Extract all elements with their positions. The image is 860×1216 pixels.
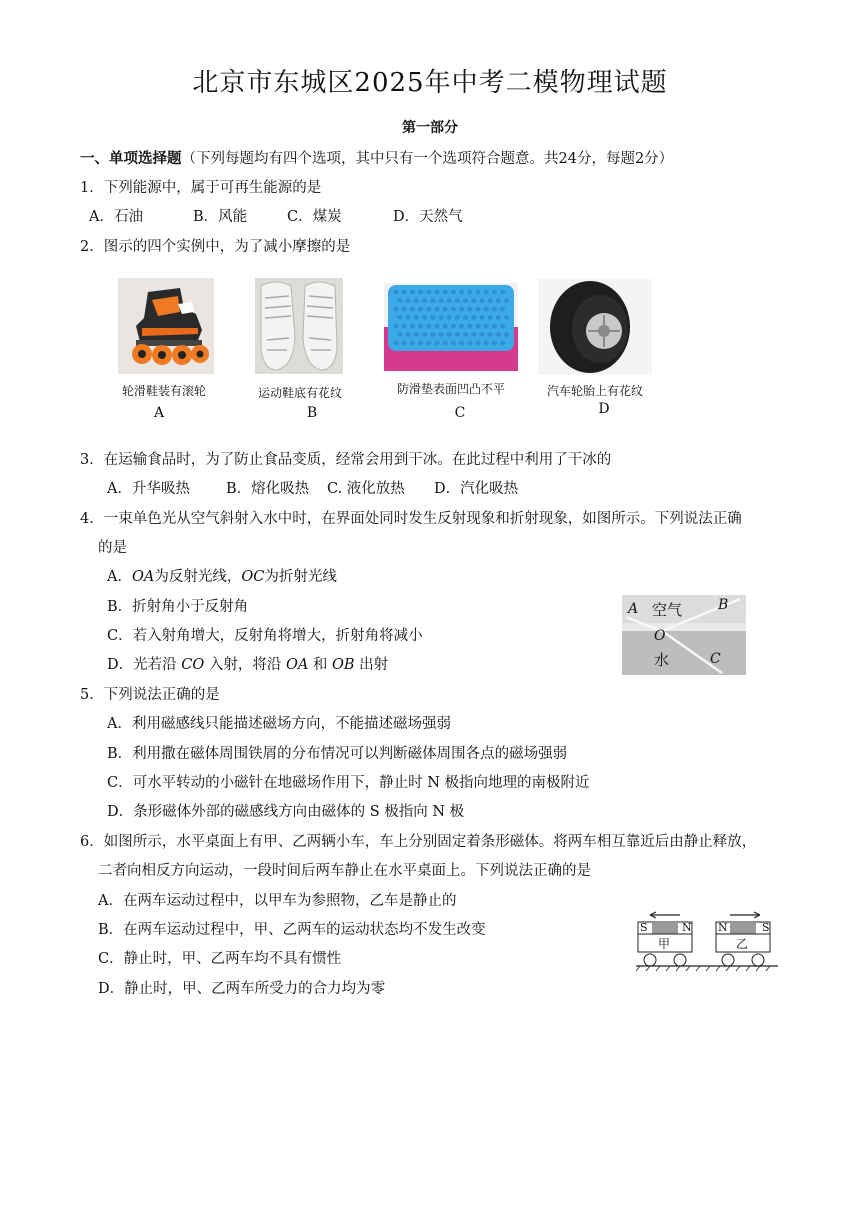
mat-bump xyxy=(434,341,439,345)
page-title: 北京市东城区2025年中考二模物理试题 xyxy=(192,68,668,98)
q2-caption-c: 防滑垫表面凹凸不平 xyxy=(396,382,505,396)
q1-option-a: A．石油 xyxy=(89,209,143,225)
mat-bump xyxy=(443,341,448,345)
mat-bump xyxy=(488,315,493,319)
mat-bump xyxy=(500,324,505,328)
q4-stem-line2: 的是 xyxy=(98,540,127,556)
mat-bump xyxy=(447,332,452,336)
mat-bump xyxy=(492,307,497,311)
ray-label-a: A xyxy=(628,601,639,617)
q2-stem: 2．图示的四个实例中，为了减小摩擦的是 xyxy=(80,239,351,255)
mat-bump xyxy=(500,307,505,311)
shoe-sole-image xyxy=(255,278,343,374)
mat-bump xyxy=(430,298,435,302)
mat-bump xyxy=(397,298,402,302)
mat-bump xyxy=(475,290,480,294)
mat-bump xyxy=(471,315,476,319)
mat-bump xyxy=(500,341,505,345)
mat-bump xyxy=(393,341,398,345)
q3-stem: 3．在运输食品时，为了防止食品变质，经常会用到干冰。在此过程中利用了干冰的 xyxy=(80,452,612,468)
mat-bump xyxy=(397,332,402,336)
mat-bump xyxy=(402,341,407,345)
mat-bump xyxy=(410,341,415,345)
q1-stem: 1．下列能源中，属于可再生能源的是 xyxy=(80,180,322,196)
q5-option-a: A．利用磁感线只能描述磁场方向，不能描述磁场强弱 xyxy=(107,716,451,732)
point-label-o: O xyxy=(654,628,666,644)
magnet-left-s: S xyxy=(640,921,648,934)
section-heading xyxy=(80,147,673,168)
mat-bump xyxy=(492,290,497,294)
mat-bump xyxy=(484,341,489,345)
q5-stem: 5．下列说法正确的是 xyxy=(80,687,220,703)
mat-bump xyxy=(504,332,509,336)
mat-bump xyxy=(447,298,452,302)
q1-option-c: C．煤炭 xyxy=(287,209,342,225)
water-label: 水 xyxy=(654,651,670,669)
mat-bump xyxy=(393,290,398,294)
mat-bump xyxy=(422,315,427,319)
magnet-right-n: N xyxy=(718,921,728,934)
mat-bump xyxy=(406,332,411,336)
mat-image xyxy=(384,283,518,371)
mat-bump xyxy=(492,341,497,345)
q3-option-c: C. 液化放热 xyxy=(327,481,405,497)
air-label: 空气 xyxy=(652,601,683,619)
carts-figure xyxy=(636,908,778,972)
mat-bump xyxy=(443,324,448,328)
mat-bump xyxy=(418,324,423,328)
q4-option-a: A．OA为反射光线，OC为折射光线 xyxy=(107,569,337,585)
mat-bump xyxy=(451,290,456,294)
q4-option-b: B．折射角小于反射角 xyxy=(107,599,249,615)
mat-bump xyxy=(397,315,402,319)
mat-bump xyxy=(414,332,419,336)
q2-caption-d: 汽车轮胎上有花纹 xyxy=(546,384,643,398)
mat-bump xyxy=(463,332,468,336)
skate-illustration xyxy=(118,278,214,374)
mat-bump xyxy=(447,315,452,319)
mat-bump xyxy=(393,307,398,311)
magnet-right-s: S xyxy=(762,921,770,934)
mat-bump xyxy=(451,324,456,328)
mat-bump xyxy=(426,341,431,345)
ray-label-c: C xyxy=(710,651,721,667)
mat-bump xyxy=(459,290,464,294)
q2-letter-d: D xyxy=(598,401,610,417)
q1-option-d: D．天然气 xyxy=(393,209,463,225)
q6-stem-line2: 二者向相反方向运动，一段时间后两车静止在水平桌面上。下列说法正确的是 xyxy=(98,863,591,879)
q2-letter-c: C xyxy=(454,405,466,421)
mat-bump xyxy=(459,324,464,328)
shoe-sole-illustration xyxy=(255,278,343,374)
mat-bump xyxy=(463,298,468,302)
mat-bump xyxy=(393,324,398,328)
section-note: （下列每题均有四个选项，其中只有一个选项符合题意。共24分，每题2分） xyxy=(181,151,674,167)
mat-bump xyxy=(479,315,484,319)
cart-jia-label: 甲 xyxy=(658,937,671,951)
mat-bump xyxy=(459,341,464,345)
mat-illustration xyxy=(384,283,518,371)
mat-bump xyxy=(414,315,419,319)
mat-bump xyxy=(479,298,484,302)
mat-bump xyxy=(471,332,476,336)
q4-option-d: D．光若沿 CO 入射，将沿 OA 和 OB 出射 xyxy=(107,657,389,673)
q6-option-c: C．静止时，甲、乙两车均不具有惯性 xyxy=(98,951,342,967)
mat-bump xyxy=(488,332,493,336)
q5-option-c: C．可水平转动的小磁针在地磁场作用下，静止时 N 极指向地理的南极附近 xyxy=(107,775,590,791)
q4-stem-line1: 4．一束单色光从空气斜射入水中时，在界面处同时发生反射现象和折射现象，如图所示。下列说法正确 xyxy=(80,511,742,527)
mat-bump xyxy=(467,341,472,345)
mat-bump xyxy=(426,324,431,328)
mat-bump xyxy=(475,341,480,345)
q5-option-d: D．条形磁体外部的磁感线方向由磁体的 S 极指向 N 极 xyxy=(107,804,465,820)
q3-option-a: A．升华吸热 xyxy=(107,481,190,497)
mat-bump xyxy=(418,341,423,345)
mat-bump xyxy=(479,332,484,336)
refraction-figure xyxy=(622,595,746,675)
mat-bump xyxy=(471,298,476,302)
mat-bump xyxy=(484,290,489,294)
mat-bump xyxy=(418,290,423,294)
q6-stem-line1: 6．如图所示，水平桌面上有甲、乙两辆小车，车上分别固定着条形磁体。将两车相互靠近后由静止释放， xyxy=(80,834,757,850)
mat-bump xyxy=(467,324,472,328)
mat-bump xyxy=(443,307,448,311)
mat-bump xyxy=(402,290,407,294)
tire-image xyxy=(538,279,652,375)
mat-bump xyxy=(426,290,431,294)
q1-option-b: B．风能 xyxy=(193,209,248,225)
mat-bump xyxy=(410,324,415,328)
q3-option-b: B．熔化吸热 xyxy=(226,481,310,497)
q2-letter-a: A xyxy=(153,405,165,421)
mat-bump xyxy=(459,307,464,311)
mat-bump xyxy=(463,315,468,319)
q6-option-a: A．在两车运动过程中，以甲车为参照物，乙车是静止的 xyxy=(98,893,457,909)
mat-bump xyxy=(443,290,448,294)
mat-bump xyxy=(410,307,415,311)
mat-bump xyxy=(434,290,439,294)
q2-letter-b: B xyxy=(306,405,318,421)
mat-bump xyxy=(430,332,435,336)
mat-bump xyxy=(402,324,407,328)
mat-bump xyxy=(496,315,501,319)
mat-bump xyxy=(438,298,443,302)
q4-option-c: C．若入射角增大，反射角将增大，折射角将减小 xyxy=(107,628,423,644)
mat-bump xyxy=(422,332,427,336)
q6-option-d: D．静止时，甲、乙两车所受力的合力均为零 xyxy=(98,981,386,997)
tire-illustration xyxy=(538,279,652,375)
mat-bump xyxy=(484,307,489,311)
ray-label-b: B xyxy=(718,597,729,613)
mat-bump xyxy=(475,307,480,311)
cart-yi-label: 乙 xyxy=(736,937,749,951)
mat-bump xyxy=(434,324,439,328)
mat-bump xyxy=(504,315,509,319)
mat-bump xyxy=(455,298,460,302)
mat-bump xyxy=(438,315,443,319)
mat-bump xyxy=(434,307,439,311)
mat-bump xyxy=(467,290,472,294)
mat-bump xyxy=(438,332,443,336)
q2-caption-a: 轮滑鞋装有滚轮 xyxy=(121,384,206,398)
mat-bump xyxy=(475,324,480,328)
mat-bump xyxy=(455,332,460,336)
mat-bump xyxy=(402,307,407,311)
mat-bump xyxy=(406,298,411,302)
mat-bump xyxy=(451,341,456,345)
q5-option-b: B．利用撒在磁体周围铁屑的分布情况可以判断磁体周围各点的磁场强弱 xyxy=(107,746,568,762)
mat-bump xyxy=(504,298,509,302)
mat-bump xyxy=(455,315,460,319)
mat-bump xyxy=(451,307,456,311)
part-heading: 第一部分 xyxy=(402,120,458,136)
mat-bump xyxy=(496,298,501,302)
mat-bump xyxy=(430,315,435,319)
skate-image xyxy=(118,278,214,374)
mat-bump xyxy=(496,332,501,336)
mat-bump xyxy=(422,298,427,302)
mat-bump xyxy=(406,315,411,319)
mat-bump xyxy=(418,307,423,311)
mat-bump xyxy=(492,324,497,328)
mat-bump xyxy=(484,324,489,328)
q3-option-d: D．汽化吸热 xyxy=(434,481,519,497)
mat-bump xyxy=(488,298,493,302)
mat-bump xyxy=(410,290,415,294)
mat-bump xyxy=(500,290,505,294)
q6-option-b: B．在两车运动过程中，甲、乙两车的运动状态均不发生改变 xyxy=(98,922,486,938)
q2-caption-b: 运动鞋底有花纹 xyxy=(257,386,342,400)
magnet-left-n: N xyxy=(682,921,692,934)
mat-bump xyxy=(414,298,419,302)
mat-bump xyxy=(467,307,472,311)
mat-bump xyxy=(426,307,431,311)
section-title: 一、单项选择题 xyxy=(80,150,182,167)
